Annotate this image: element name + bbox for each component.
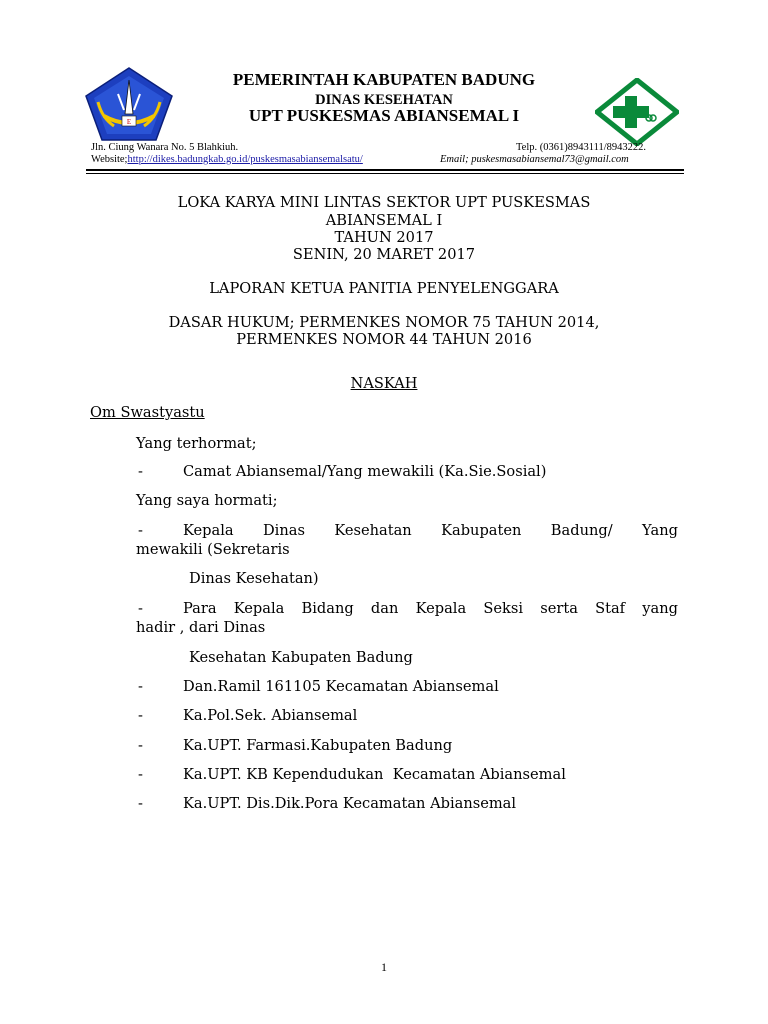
legal-basis-line-2: PERMENKES NOMOR 44 TAHUN 2016 (236, 331, 532, 348)
letterhead-government: PEMERINTAH KABUPATEN BADUNG (232, 70, 536, 89)
list-dash: - (138, 600, 143, 617)
letterhead-phone: Telp. (0361)8943111/8943222. (516, 142, 647, 153)
honored-heading-2: Yang saya hormati; (136, 492, 278, 509)
list-dash: - (138, 463, 143, 480)
letterhead-institution: UPT PUSKESMAS ABIANSEMAL I (248, 106, 520, 125)
letterhead-department: DINAS KESEHATAN (315, 92, 453, 108)
list-item-kadis-line-1: Kepala Dinas Kesehatan Kabupaten Badung/ Yang (183, 522, 678, 539)
list-item: Ka.UPT. KB Kependudukan Kecamatan Abiansemal (183, 766, 566, 783)
list-dash: - (138, 795, 143, 812)
title-line-4: SENIN, 20 MARET 2017 (292, 246, 476, 263)
puskesmas-logo-icon (595, 78, 679, 146)
list-item-kabid-line-3: Kesehatan Kabupaten Badung (189, 649, 413, 666)
list-item: Ka.UPT. Farmasi.Kabupaten Badung (183, 737, 453, 754)
list-dash: - (138, 522, 143, 539)
list-dash: - (138, 707, 143, 724)
list-item-kadis-line-3: Dinas Kesehatan) (189, 570, 319, 587)
letterhead-rule-thick (86, 169, 684, 171)
list-item: Ka.Pol.Sek. Abiansemal (183, 707, 358, 724)
title-line-2: ABIANSEMAL I (325, 212, 443, 229)
report-title: LAPORAN KETUA PANITIA PENYELENGGARA (209, 280, 559, 297)
list-dash: - (138, 766, 143, 783)
title-line-1: LOKA KARYA MINI LINTAS SEKTOR UPT PUSKESMAS (177, 194, 591, 211)
list-item-camat: Camat Abiansemal/Yang mewakili (Ka.Sie.Sosial) (183, 463, 547, 480)
list-item-kabid-line-2: hadir , dari Dinas (136, 619, 266, 636)
website-link[interactable]: http://dikes.badungkab.go.id/puskesmasabiansemalsatu/ (127, 154, 363, 165)
list-dash: - (138, 737, 143, 754)
list-item-kadis-line-2: mewakili (Sekretaris (136, 541, 290, 558)
naskah-heading: NASKAH (350, 375, 418, 392)
legal-basis-line-1: DASAR HUKUM; PERMENKES NOMOR 75 TAHUN 2014, (168, 314, 600, 331)
greeting: Om Swastyastu (90, 404, 205, 421)
letterhead-email: Email; puskesmasabiansemal73@gmail.com (440, 154, 629, 165)
title-line-3: TAHUN 2017 (334, 229, 434, 246)
letterhead-rule-thin (86, 173, 684, 174)
letterhead-address: Jln. Ciung Wanara No. 5 Blahkiuh. (91, 142, 239, 153)
list-item: Dan.Ramil 161105 Kecamatan Abiansemal (183, 678, 499, 695)
list-dash: - (138, 678, 143, 695)
list-item: Ka.UPT. Dis.Dik.Pora Kecamatan Abiansemal (183, 795, 517, 812)
svg-text:E: E (126, 118, 132, 126)
badung-emblem-icon (84, 66, 174, 142)
list-item-kabid-line-1: Para Kepala Bidang dan Kepala Seksi serta Staf yang (183, 600, 678, 617)
website-label: Website; (91, 154, 128, 165)
honored-heading-1: Yang terhormat; (136, 435, 257, 452)
page-number: 1 (381, 960, 387, 974)
letterhead-website (91, 154, 363, 165)
